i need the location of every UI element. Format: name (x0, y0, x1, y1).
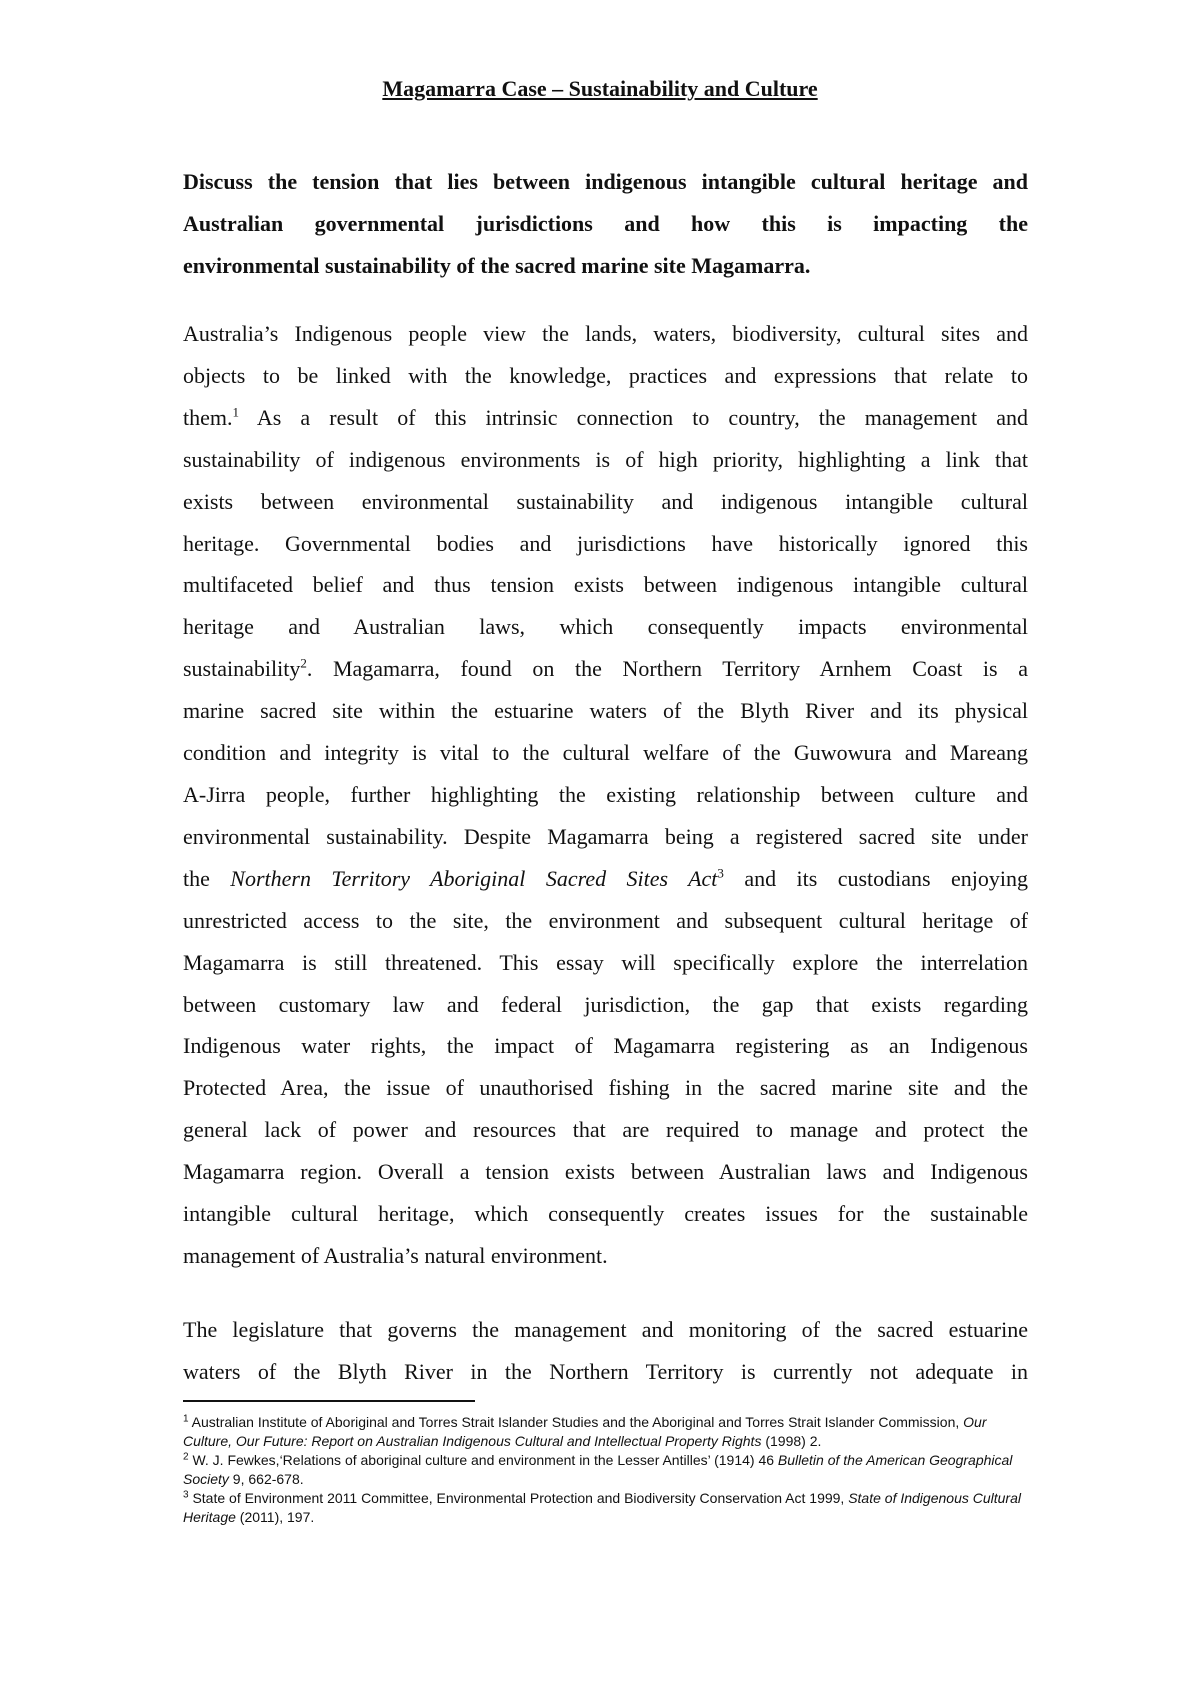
footnote-2: $^2$ W. J. Fewkes,‘Relations of aboriginal culture and environment in the Lesser Antilles’ (1914) 46 Bulletin of the American Geographical Society 9, 662-678. (183, 1451, 1013, 1487)
text-line: management of Australia’s natural environment. (183, 1242, 608, 1268)
footnote-3: $^3$ State of Environment 2011 Committee, Environmental Protection and Biodiversity Conservation Act 1999, State of Indigenous Cultural Heritage (2011), 197. (183, 1489, 1021, 1525)
text-line: general lack of power and resources that are required to manage and protect the (183, 1117, 1028, 1143)
text-line: the Northern Territory Aboriginal Sacred Sites Act$^3$ and its custodians enjoying (183, 865, 1028, 891)
footnote-1: $^1$ Australian Institute of Aboriginal and Torres Strait Islander Studies and the Aboriginal and Torres Strait Islander Commission, Our Culture, Our Future: Report on Australian Indigenous Cultural and Intellectual Property Rights (1998) 2. (183, 1413, 987, 1449)
text-line: Australia’s Indigenous people view the lands, waters, biodiversity, cultural sites and (183, 321, 1028, 346)
question-line: environmental sustainability of the sacred marine site Magamarra. (183, 253, 811, 278)
essay-question (183, 161, 1028, 287)
document-title: Magamarra Case – Sustainability and Culture (382, 76, 818, 101)
text-line: between customary law and federal jurisdiction, the gap that exists regarding (183, 991, 1028, 1017)
text-line: marine sacred site within the estuarine waters of the Blyth River and its physical (183, 698, 1028, 724)
question-line: Australian governmental jurisdictions and how this is impacting the (183, 211, 1028, 236)
text-line: multifaceted belief and thus tension exists between indigenous intangible cultural (183, 572, 1028, 598)
text-line: The legislature that governs the management and monitoring of the sacred estuarine (183, 1317, 1028, 1342)
text-line: heritage. Governmental bodies and jurisdictions have historically ignored this (183, 530, 1028, 556)
text-line: waters of the Blyth River in the Northern Territory is currently not adequate in (183, 1358, 1028, 1384)
text-line: unrestricted access to the site, the environment and subsequent cultural heritage of (183, 907, 1028, 933)
text-line: condition and integrity is vital to the cultural welfare of the Guwowura and Mareang (183, 740, 1028, 766)
footnote-ref-3[interactable]: 3 (717, 865, 724, 881)
paragraph-legislature (183, 1309, 1028, 1393)
text-line: objects to be linked with the knowledge, practices and expressions that relate to (183, 362, 1028, 388)
footnote-divider (183, 1400, 475, 1402)
text-line: heritage and Australian laws, which consequently impacts environmental (183, 614, 1028, 640)
footnotes (183, 1413, 1028, 1527)
text-line: them.$^1$ As a result of this intrinsic connection to country, the management and (183, 404, 1028, 430)
text-line: intangible cultural heritage, which consequently creates issues for the sustainable (183, 1201, 1028, 1227)
text-line: sustainability of indigenous environments is of high priority, highlighting a link that (183, 446, 1028, 472)
footnote-ref-1[interactable]: 1 (232, 404, 239, 420)
question-line: Discuss the tension that lies between indigenous intangible cultural heritage and (183, 169, 1028, 194)
text-line: Indigenous water rights, the impact of Magamarra registering as an Indigenous (183, 1033, 1028, 1059)
text-line: sustainability$^2$. Magamarra, found on the Northern Territory Arnhem Coast is a (183, 655, 1028, 682)
text-line: Magamarra is still threatened. This essay will specifically explore the interrelation (183, 949, 1028, 975)
footnote-ref-2[interactable]: 2 (300, 655, 307, 671)
act-title: Northern Territory Aboriginal Sacred Sites Act (230, 865, 718, 891)
text-line: Protected Area, the issue of unauthorised fishing in the sacred marine site and the (183, 1075, 1028, 1101)
text-line: environmental sustainability. Despite Magamarra being a registered sacred site under (183, 823, 1028, 849)
paragraph-intro (183, 313, 1028, 1277)
text-line: Magamarra region. Overall a tension exists between Australian laws and Indigenous (183, 1159, 1028, 1185)
text-line: A-Jirra people, further highlighting the existing relationship between culture and (183, 781, 1028, 807)
text-line: exists between environmental sustainability and indigenous intangible cultural (183, 488, 1028, 514)
